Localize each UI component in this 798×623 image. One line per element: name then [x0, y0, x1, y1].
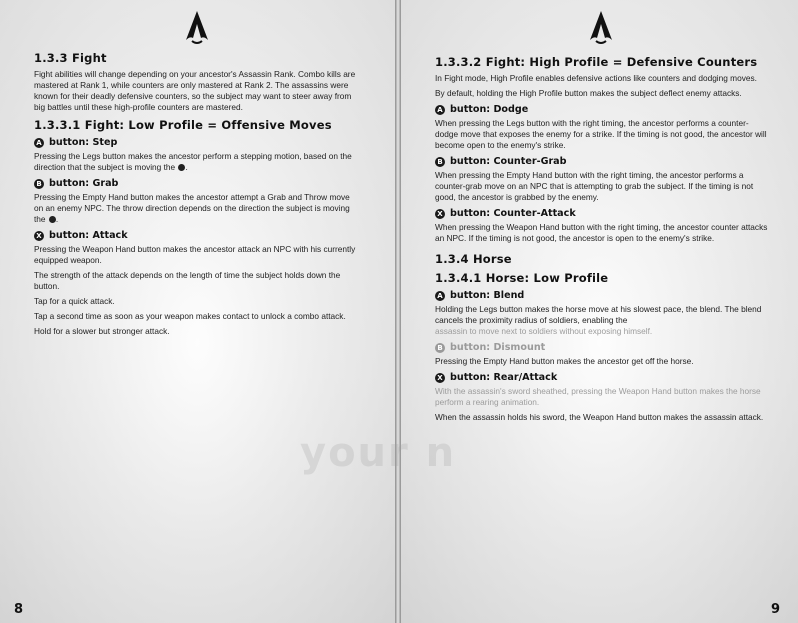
subheading-high-profile: 1.3.3.2 Fight: High Profile = Defensive Counters: [435, 55, 758, 69]
left-stick-icon: [178, 164, 185, 171]
a-button-icon: A: [435, 291, 445, 301]
grab-title: button: Grab: [49, 178, 119, 189]
a-button-icon: A: [34, 138, 44, 148]
right-page: [401, 0, 798, 623]
rear-attack-heading: [435, 372, 768, 383]
b-button-icon: B: [34, 179, 44, 189]
b-button-icon: B: [435, 343, 445, 353]
fight-intro: Fight abilities will change depending on your ancestor's Assassin Rank. Combo kills are mastered at Rank 1, while counters are only mastered at Rank 2. The assassins were known for their deadly defensive counters, so the subject may want to steer away from big battles until these high-profile counters are mastered.: [34, 69, 356, 112]
dodge-title: button: Dodge: [450, 104, 529, 115]
counter-attack-heading: [435, 208, 768, 219]
step-title: button: Step: [49, 137, 118, 148]
section-heading-fight: 1.3.3 Fight: [34, 51, 107, 65]
section-heading-horse: 1.3.4 Horse: [435, 252, 512, 266]
blend-text: Holding the Legs button makes the horse move at his slowest pace, the blend. The blend cancels the proximity radius of soldiers, enabling the: [435, 304, 762, 325]
right-content: [435, 50, 768, 427]
attack-heading: [34, 230, 359, 241]
rear-attack-title: button: Rear/Attack: [450, 372, 558, 383]
subheading-horse-low-profile: 1.3.4.1 Horse: Low Profile: [435, 271, 609, 285]
assassin-insignia-icon: [588, 10, 614, 46]
x-button-icon: X: [435, 373, 445, 383]
left-page: [0, 0, 396, 623]
rear-attack-text-1: With the assassin's sword sheathed, pressing the Weapon Hand button makes the horse perform a rearing animation.: [435, 386, 761, 407]
page-number-right: 9: [770, 602, 780, 617]
attack-text-3: Tap for a quick attack.: [34, 296, 115, 306]
dodge-text: When pressing the Legs button with the right timing, the ancestor performs a counter-dodge move that exposes the enemy for a strike. If the timing is not good, the ancestor will become open to the enemy's strike.: [435, 118, 767, 150]
blend-heading: [435, 290, 768, 301]
x-button-icon: X: [34, 231, 44, 241]
grab-heading: [34, 178, 359, 189]
page-number-left: 8: [14, 602, 24, 617]
left-content: [34, 49, 359, 341]
rear-attack-text-2: When the assassin holds his sword, the Weapon Hand button makes the assassin attack.: [435, 412, 764, 422]
blend-title: button: Blend: [450, 290, 525, 301]
x-button-icon: X: [435, 209, 445, 219]
grab-text: Pressing the Empty Hand button makes the ancestor attempt a Grab and Throw move on an enemy NPC. The throw direction depends on the direction the subject is moving the .: [34, 192, 350, 224]
dismount-heading: [435, 342, 768, 353]
counter-grab-title: button: Counter-Grab: [450, 156, 567, 167]
counter-attack-title: button: Counter-Attack: [450, 208, 576, 219]
dismount-title: button: Dismount: [450, 342, 546, 353]
high-profile-intro-1: In Fight mode, High Profile enables defensive actions like counters and dodging moves.: [435, 73, 757, 83]
counter-attack-text: When pressing the Weapon Hand button with the right timing, the ancestor counter attacks an NPC. If the timing is not good, the ancestor is open to the enemy's strike.: [435, 222, 768, 243]
left-stick-icon: [49, 216, 56, 223]
step-text: Pressing the Legs button makes the ancestor perform a stepping motion, based on the direction that the subject is moving the .: [34, 151, 352, 172]
attack-text-5: Hold for a slower but stronger attack.: [34, 326, 170, 336]
attack-title: button: Attack: [49, 230, 128, 241]
attack-text-4: Tap a second time as soon as your weapon makes contact to unlock a combo attack.: [34, 311, 346, 321]
watermark-text: your n: [300, 430, 457, 476]
a-button-icon: A: [435, 105, 445, 115]
attack-text-2: The strength of the attack depends on the length of time the subject holds down the button.: [34, 270, 341, 291]
blend-text-faded: assassin to move next to soldiers without exposing himself.: [435, 326, 653, 336]
b-button-icon: B: [435, 157, 445, 167]
dodge-heading: [435, 104, 768, 115]
dismount-text: Pressing the Empty Hand button makes the ancestor get off the horse.: [435, 356, 694, 366]
assassin-insignia-icon: [184, 10, 210, 46]
counter-grab-text: When pressing the Empty Hand button with the right timing, the ancestor performs a counter-grab move on an NPC that is attempting to grab the subject. If the timing is not good, the ancestor is grabbed by the enemy.: [435, 170, 754, 202]
attack-text-1: Pressing the Weapon Hand button makes the ancestor attack an NPC with his currently equipped weapon.: [34, 244, 356, 265]
counter-grab-heading: [435, 156, 768, 167]
step-heading: [34, 137, 359, 148]
subheading-low-profile: 1.3.3.1 Fight: Low Profile = Offensive Moves: [34, 118, 332, 132]
high-profile-intro-2: By default, holding the High Profile button makes the subject deflect enemy attacks.: [435, 88, 742, 98]
